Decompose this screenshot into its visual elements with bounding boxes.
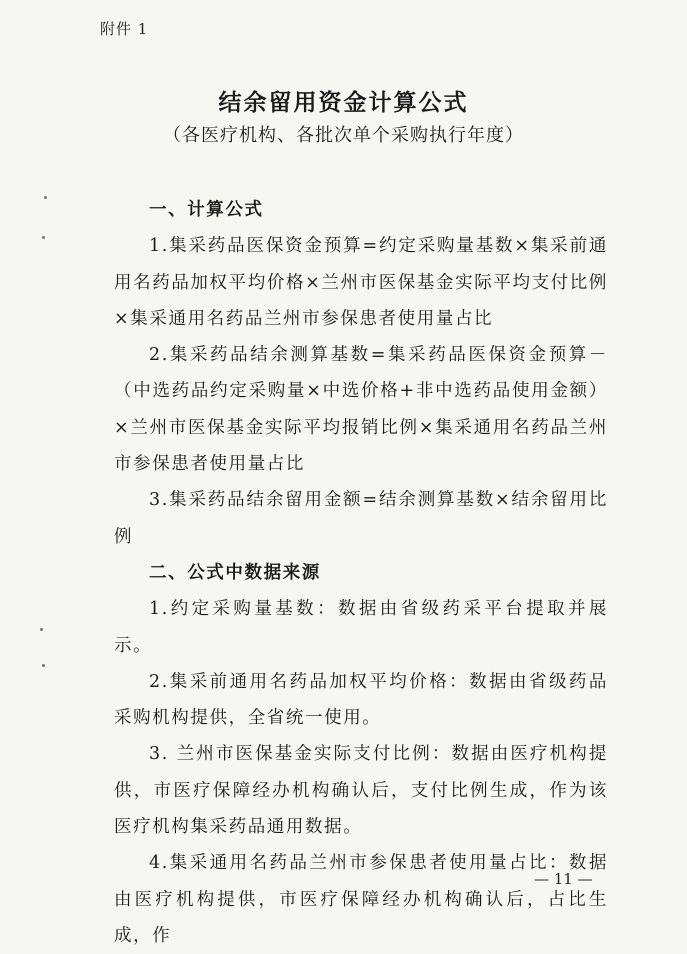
scan-speck: [44, 196, 47, 199]
section-heading-data-sources: 二、公式中数据来源: [149, 562, 321, 583]
scan-speck: [42, 664, 45, 667]
source-paragraph-2: 2.集采前通用名药品加权平均价格：数据由省级药品采购机构提供，全省统一使用。: [114, 671, 608, 729]
document-subtitle: （各医疗机构、各批次单个采购执行年度）: [163, 125, 524, 146]
attachment-label: 附件 1: [100, 20, 149, 38]
scan-speck: [40, 628, 43, 631]
scan-speck: [42, 236, 45, 239]
section-heading-formulas: 一、计算公式: [149, 200, 264, 220]
source-paragraph-3: 3. 兰州市医保基金实际支付比例：数据由医疗机构提供，市医疗保障经办机构确认后，支付比例生成，作为该医疗机构集采药品通用数据。: [114, 744, 608, 838]
source-paragraph-4: 4.集采通用名药品兰州市参保患者使用量占比：数据由医疗机构提供，市医疗保障经办机构确认后，占比生成，作: [114, 853, 608, 946]
formula-paragraph-2: 2.集采药品结余测算基数=集采药品医保资金预算－（中选药品约定采购量×中选价格+非中选药品使用金额）×兰州市医保基金实际平均报销比例×集采通用名药品兰州市参保患者使用量占比: [114, 345, 608, 475]
formula-paragraph-3: 3.集采药品结余留用金额=结余测算基数×结余留用比例: [114, 490, 608, 547]
document-title: 结余留用资金计算公式: [218, 90, 469, 116]
source-paragraph-1: 1.约定采购量基数：数据由省级药采平台提取并展示。: [114, 599, 608, 656]
document-body: [114, 192, 608, 954]
formula-paragraph-1: 1.集采药品医保资金预算=约定采购量基数×集采前通用名药品加权平均价格×兰州市医保基金实际平均支付比例×集采通用名药品兰州市参保患者使用量占比: [114, 236, 608, 329]
page-number: — 11 —: [534, 870, 593, 888]
